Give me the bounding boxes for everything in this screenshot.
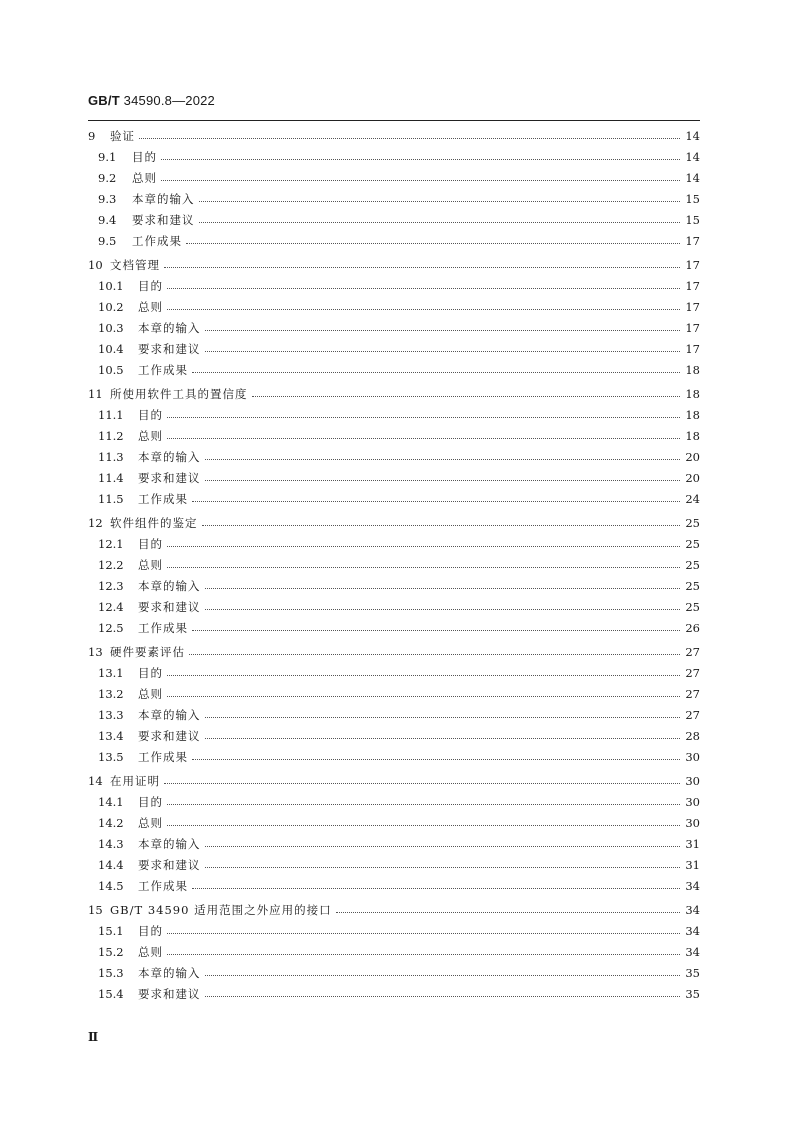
toc-section-entry[interactable] <box>88 575 700 596</box>
toc-entry-title: 总则 <box>138 815 163 830</box>
toc-entry-title: 硬件要素评估 <box>110 644 185 659</box>
toc-entry-page: 25 <box>685 599 700 614</box>
toc-entry-page: 26 <box>685 620 700 635</box>
toc-entry-number: 12.5 <box>98 620 124 635</box>
toc-entry-title: 目的 <box>138 665 163 680</box>
toc-entry-title: 工作成果 <box>138 878 188 893</box>
toc-entry-page: 34 <box>685 944 700 959</box>
toc-entry-page: 17 <box>685 233 700 248</box>
toc-section-entry[interactable] <box>88 146 700 167</box>
toc-entry-title: 文档管理 <box>110 257 160 272</box>
toc-entry-page: 25 <box>685 557 700 572</box>
toc-entry-number: 12.1 <box>98 536 124 551</box>
toc-entry-number: 9.5 <box>98 233 117 248</box>
toc-entry-title: 验证 <box>110 128 135 143</box>
toc-entry-title: 目的 <box>138 536 163 551</box>
toc-entry-title: 本章的输入 <box>138 836 201 851</box>
toc-section-entry[interactable] <box>88 533 700 554</box>
toc-entry-number: 11.5 <box>98 491 124 506</box>
toc-entry-page: 25 <box>685 578 700 593</box>
toc-entry-page: 20 <box>685 449 700 464</box>
toc-entry-title: 要求和建议 <box>138 728 201 743</box>
toc-entry-number: 11.3 <box>98 449 124 464</box>
toc-entry-number: 13.2 <box>98 686 124 701</box>
page-number: Ⅱ <box>88 1030 99 1044</box>
toc-entry-page: 24 <box>685 491 700 506</box>
toc-entry-number: 14.4 <box>98 857 124 872</box>
toc-section-entry[interactable] <box>88 683 700 704</box>
toc-entry-page: 14 <box>685 128 700 143</box>
toc-entry-title: 本章的输入 <box>138 965 201 980</box>
toc-dot-leader <box>164 771 680 784</box>
toc-section-entry[interactable] <box>88 359 700 380</box>
toc-entry-page: 25 <box>685 536 700 551</box>
toc-entry-number: 14.1 <box>98 794 124 809</box>
toc-entry-page: 14 <box>685 149 700 164</box>
toc-entry-page: 35 <box>685 986 700 1001</box>
toc-entry-page: 30 <box>685 773 700 788</box>
toc-entry-title: 总则 <box>138 557 163 572</box>
toc-dot-leader <box>199 210 681 223</box>
toc-chapter-entry[interactable] <box>88 770 700 791</box>
toc-entry-page: 30 <box>685 794 700 809</box>
toc-entry-title: 目的 <box>132 149 157 164</box>
toc-entry-page: 14 <box>685 170 700 185</box>
toc-chapter-entry[interactable] <box>88 254 700 275</box>
toc-dot-leader <box>192 876 680 889</box>
toc-entry-title: 工作成果 <box>132 233 182 248</box>
toc-entry-page: 27 <box>685 707 700 722</box>
toc-entry-page: 30 <box>685 815 700 830</box>
document-header <box>88 93 215 108</box>
toc-dot-leader <box>205 597 681 610</box>
toc-entry-number: 14.5 <box>98 878 124 893</box>
toc-entry-number: 9.4 <box>98 212 117 227</box>
toc-entry-title: 要求和建议 <box>138 599 201 614</box>
toc-dot-leader <box>167 663 680 676</box>
toc-section-entry[interactable] <box>88 854 700 875</box>
table-of-contents <box>88 125 700 1004</box>
toc-entry-title: 目的 <box>138 794 163 809</box>
toc-section-entry[interactable] <box>88 404 700 425</box>
toc-entry-number: 11.1 <box>98 407 124 422</box>
toc-entry-page: 27 <box>685 665 700 680</box>
toc-section-entry[interactable] <box>88 167 700 188</box>
toc-entry-title: 总则 <box>138 428 163 443</box>
toc-entry-title: 本章的输入 <box>138 707 201 722</box>
toc-entry-title: 工作成果 <box>138 362 188 377</box>
toc-entry-title: 本章的输入 <box>138 449 201 464</box>
toc-dot-leader <box>205 468 681 481</box>
toc-section-entry[interactable] <box>88 554 700 575</box>
toc-dot-leader <box>167 276 680 289</box>
toc-entry-page: 18 <box>685 407 700 422</box>
toc-dot-leader <box>167 942 680 955</box>
toc-dot-leader <box>205 339 681 352</box>
toc-chapter-entry[interactable] <box>88 383 700 404</box>
toc-entry-page: 18 <box>685 428 700 443</box>
toc-entry-title: 要求和建议 <box>132 212 195 227</box>
toc-section-entry[interactable] <box>88 812 700 833</box>
toc-entry-number: 13.1 <box>98 665 124 680</box>
toc-entry-number: 15.3 <box>98 965 124 980</box>
toc-section-entry[interactable] <box>88 791 700 812</box>
toc-entry-page: 17 <box>685 299 700 314</box>
toc-dot-leader <box>167 684 680 697</box>
toc-entry-number: 12.4 <box>98 599 124 614</box>
toc-entry-number: 14 <box>88 773 103 788</box>
toc-dot-leader <box>192 489 680 502</box>
toc-section-entry[interactable] <box>88 209 700 230</box>
toc-entry-page: 18 <box>685 362 700 377</box>
toc-entry-title: 所使用软件工具的置信度 <box>110 386 248 401</box>
toc-entry-title: 要求和建议 <box>138 857 201 872</box>
toc-entry-page: 15 <box>685 191 700 206</box>
toc-entry-title: GB/T 34590 适用范围之外应用的接口 <box>110 902 332 917</box>
toc-entry-title: 目的 <box>138 407 163 422</box>
toc-dot-leader <box>167 813 680 826</box>
toc-chapter-entry[interactable] <box>88 899 700 920</box>
toc-entry-number: 15 <box>88 902 103 917</box>
toc-entry-page: 31 <box>685 836 700 851</box>
toc-dot-leader <box>139 126 680 139</box>
toc-section-entry[interactable] <box>88 662 700 683</box>
toc-section-entry[interactable] <box>88 962 700 983</box>
toc-dot-leader <box>192 360 680 373</box>
toc-entry-title: 本章的输入 <box>138 578 201 593</box>
standard-code: GB/T <box>88 93 120 108</box>
toc-entry-number: 11.4 <box>98 470 124 485</box>
toc-dot-leader <box>167 534 680 547</box>
toc-chapter-entry[interactable] <box>88 512 700 533</box>
toc-dot-leader <box>205 447 681 460</box>
toc-entry-page: 34 <box>685 902 700 917</box>
toc-dot-leader <box>205 318 681 331</box>
toc-entry-number: 15.2 <box>98 944 124 959</box>
toc-entry-number: 13.3 <box>98 707 124 722</box>
toc-entry-title: 工作成果 <box>138 620 188 635</box>
toc-section-entry[interactable] <box>88 920 700 941</box>
toc-section-entry[interactable] <box>88 875 700 896</box>
toc-dot-leader <box>167 921 680 934</box>
toc-entry-number: 12.3 <box>98 578 124 593</box>
header-rule <box>88 120 700 121</box>
toc-entry-number: 14.2 <box>98 815 124 830</box>
toc-entry-title: 要求和建议 <box>138 986 201 1001</box>
toc-entry-number: 10 <box>88 257 103 272</box>
toc-dot-leader <box>336 900 680 913</box>
toc-dot-leader <box>167 426 680 439</box>
toc-dot-leader <box>205 855 681 868</box>
toc-dot-leader <box>164 255 680 268</box>
toc-dot-leader <box>205 576 681 589</box>
toc-entry-page: 17 <box>685 341 700 356</box>
toc-section-entry[interactable] <box>88 338 700 359</box>
standard-number: 34590.8—2022 <box>123 93 215 108</box>
toc-entry-page: 35 <box>685 965 700 980</box>
toc-entry-title: 目的 <box>138 923 163 938</box>
toc-entry-number: 9.3 <box>98 191 117 206</box>
toc-entry-number: 10.5 <box>98 362 124 377</box>
toc-dot-leader <box>167 792 680 805</box>
toc-dot-leader <box>161 147 680 160</box>
toc-entry-page: 15 <box>685 212 700 227</box>
toc-entry-number: 10.3 <box>98 320 124 335</box>
toc-dot-leader <box>189 642 680 655</box>
toc-entry-number: 13.4 <box>98 728 124 743</box>
toc-dot-leader <box>202 513 681 526</box>
toc-chapter-entry[interactable] <box>88 125 700 146</box>
toc-dot-leader <box>205 963 681 976</box>
toc-dot-leader <box>205 705 681 718</box>
toc-dot-leader <box>199 189 681 202</box>
toc-entry-number: 12 <box>88 515 103 530</box>
toc-section-entry[interactable] <box>88 296 700 317</box>
toc-entry-page: 34 <box>685 878 700 893</box>
toc-section-entry[interactable] <box>88 725 700 746</box>
toc-entry-page: 34 <box>685 923 700 938</box>
toc-entry-number: 9 <box>88 128 96 143</box>
toc-entry-number: 11 <box>88 386 103 401</box>
toc-dot-leader <box>167 555 680 568</box>
toc-entry-title: 在用证明 <box>110 773 160 788</box>
toc-section-entry[interactable] <box>88 488 700 509</box>
toc-dot-leader <box>192 618 680 631</box>
toc-section-entry[interactable] <box>88 446 700 467</box>
toc-dot-leader <box>252 384 681 397</box>
toc-entry-title: 目的 <box>138 278 163 293</box>
toc-entry-number: 10.4 <box>98 341 124 356</box>
toc-entry-page: 30 <box>685 749 700 764</box>
toc-entry-number: 12.2 <box>98 557 124 572</box>
toc-entry-page: 27 <box>685 644 700 659</box>
toc-dot-leader <box>192 747 680 760</box>
toc-section-entry[interactable] <box>88 425 700 446</box>
toc-section-entry[interactable] <box>88 983 700 1004</box>
toc-entry-title: 本章的输入 <box>138 320 201 335</box>
toc-entry-number: 15.1 <box>98 923 124 938</box>
toc-entry-title: 总则 <box>138 944 163 959</box>
toc-dot-leader <box>205 726 681 739</box>
toc-section-entry[interactable] <box>88 746 700 767</box>
toc-section-entry[interactable] <box>88 704 700 725</box>
toc-entry-title: 工作成果 <box>138 749 188 764</box>
toc-dot-leader <box>205 834 681 847</box>
toc-section-entry[interactable] <box>88 230 700 251</box>
toc-entry-page: 18 <box>685 386 700 401</box>
toc-entry-number: 14.3 <box>98 836 124 851</box>
toc-dot-leader <box>205 984 681 997</box>
toc-entry-title: 要求和建议 <box>138 341 201 356</box>
toc-entry-title: 总则 <box>132 170 157 185</box>
toc-entry-page: 28 <box>685 728 700 743</box>
toc-section-entry[interactable] <box>88 275 700 296</box>
toc-entry-title: 软件组件的鉴定 <box>110 515 198 530</box>
toc-entry-number: 11.2 <box>98 428 124 443</box>
toc-entry-page: 17 <box>685 320 700 335</box>
toc-entry-title: 总则 <box>138 686 163 701</box>
toc-entry-number: 10.2 <box>98 299 124 314</box>
toc-entry-title: 本章的输入 <box>132 191 195 206</box>
toc-entry-number: 9.1 <box>98 149 117 164</box>
toc-section-entry[interactable] <box>88 596 700 617</box>
toc-entry-page: 20 <box>685 470 700 485</box>
toc-dot-leader <box>167 405 680 418</box>
toc-entry-page: 27 <box>685 686 700 701</box>
toc-section-entry[interactable] <box>88 317 700 338</box>
toc-dot-leader <box>161 168 680 181</box>
toc-entry-title: 要求和建议 <box>138 470 201 485</box>
toc-entry-page: 17 <box>685 278 700 293</box>
toc-section-entry[interactable] <box>88 833 700 854</box>
toc-entry-number: 10.1 <box>98 278 124 293</box>
toc-entry-number: 13.5 <box>98 749 124 764</box>
toc-dot-leader <box>186 231 680 244</box>
toc-entry-number: 13 <box>88 644 103 659</box>
toc-entry-number: 9.2 <box>98 170 117 185</box>
toc-entry-title: 工作成果 <box>138 491 188 506</box>
toc-entry-page: 17 <box>685 257 700 272</box>
toc-section-entry[interactable] <box>88 188 700 209</box>
toc-chapter-entry[interactable] <box>88 641 700 662</box>
toc-entry-page: 25 <box>685 515 700 530</box>
toc-entry-page: 31 <box>685 857 700 872</box>
toc-section-entry[interactable] <box>88 617 700 638</box>
toc-entry-title: 总则 <box>138 299 163 314</box>
toc-dot-leader <box>167 297 680 310</box>
toc-entry-number: 15.4 <box>98 986 124 1001</box>
toc-section-entry[interactable] <box>88 941 700 962</box>
toc-section-entry[interactable] <box>88 467 700 488</box>
